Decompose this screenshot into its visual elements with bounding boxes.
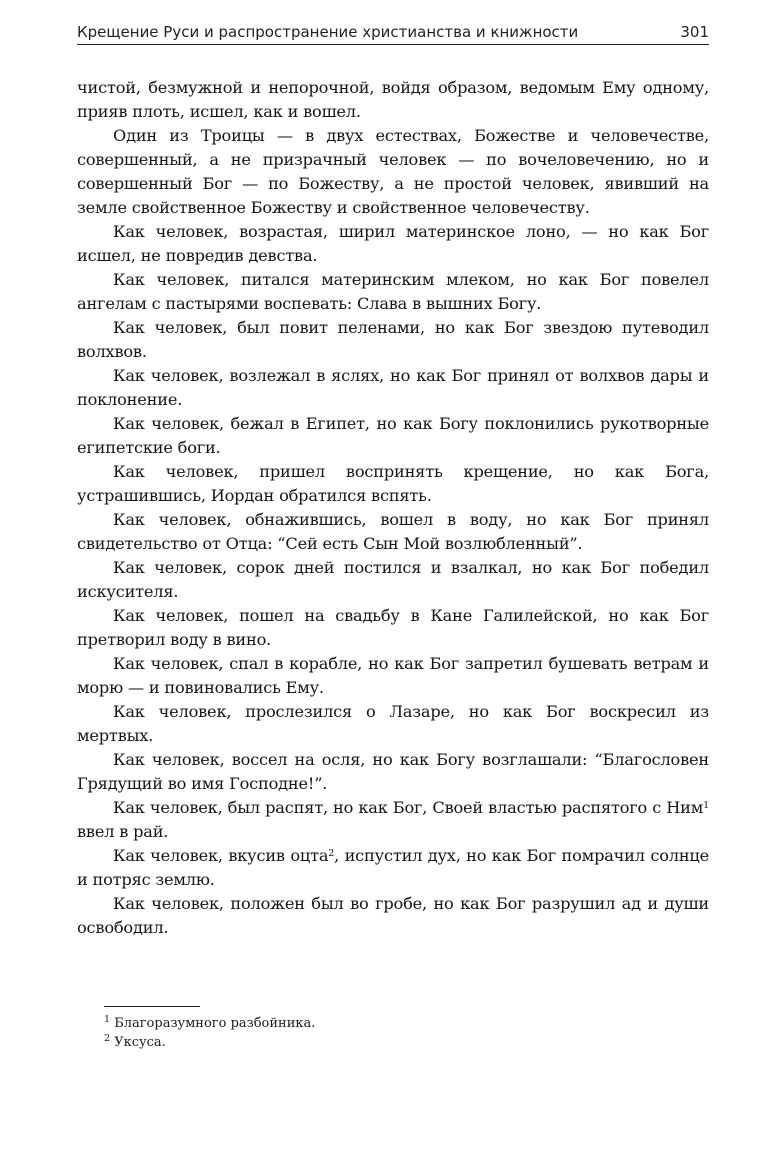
paragraph: Один из Троицы — в двух естествах, Божестве и человечестве, совершенный, а не призрачный человек — по вочеловечению, но и совершенный Бог — по Божеству, а не простой человек, явивший на земле свойственное Божеству и свойственное человечеству.	[77, 126, 709, 217]
running-head	[77, 20, 709, 45]
paragraph: Как человек, возлежал в яслях, но как Бог принял от волхвов дары и поклонение.	[77, 366, 709, 409]
paragraph: Как человек, прослезился о Лазаре, но как Бог воскресил из мертвых.	[77, 702, 709, 745]
paragraph: Как человек, спал в корабле, но как Бог запретил бушевать ветрам и морю — и повиновались Ему.	[77, 654, 709, 697]
paragraph: Как человек, положен был во гробе, но как Бог разрушил ад и души освободил.	[77, 894, 709, 937]
paragraph: Как человек, питался материнским млеком, но как Бог повелел ангелам с пастырями воспевать: Слава в вышних Богу.	[77, 270, 709, 313]
paragraph: Как человек, пришел воспринять крещение, но как Бога, устрашившись, Иордан обратился вспять.	[77, 462, 709, 505]
running-title: Крещение Руси и распространение христианства и книжности	[77, 23, 579, 41]
footnote-divider	[104, 1006, 200, 1007]
footnote-mark: 2	[104, 1033, 111, 1044]
paragraph: Как человек, обнажившись, вошел в воду, но как Бог принял свидетельство от Отца: “Сей есть Сын Мой возлюбленный”.	[77, 510, 709, 553]
main-text	[77, 76, 709, 940]
footnote: $^1$ Благоразумного разбойника.	[104, 1014, 316, 1031]
footnotes	[104, 1014, 704, 1052]
paragraph: Как человек, был повит пеленами, но как Бог звездою путеводил волхвов.	[77, 318, 709, 361]
paragraph: Как человек, возрастая, ширил материнское лоно, — но как Бог исшел, не повредив девства.	[77, 222, 709, 265]
paragraph: Как человек, бежал в Египет, но как Богу поклонились рукотворные египетские боги.	[77, 414, 709, 457]
paragraph: чистой, безмужной и непорочной, войдя образом, ведомым Ему одному, прияв плоть, исшел, как и вошел.	[77, 78, 709, 121]
footnote: $^2$ Уксуса.	[104, 1033, 166, 1050]
footnote-ref: 1	[703, 800, 709, 811]
paragraph: Как человек, пошел на свадьбу в Кане Галилейской, но как Бог претворил воду в вино.	[77, 606, 709, 649]
footnote-ref: 2	[328, 848, 335, 859]
paragraph: Как человек, сорок дней постился и взалкал, но как Бог победил искусителя.	[77, 558, 709, 601]
footnote-mark: 1	[104, 1014, 111, 1025]
page-number: 301	[680, 23, 709, 41]
paragraph: Как человек, вкусив оцта$^2$, испустил дух, но как Бог помрачил солнце и потряс землю.	[77, 846, 710, 889]
paragraph: Как человек, воссел на осля, но как Богу возглашали: “Благословен Грядущий во имя Господне!”.	[77, 750, 709, 793]
paragraph: Как человек, был распят, но как Бог, Своей властью распятого с Ним$^1$ ввел в рай.	[77, 798, 709, 841]
